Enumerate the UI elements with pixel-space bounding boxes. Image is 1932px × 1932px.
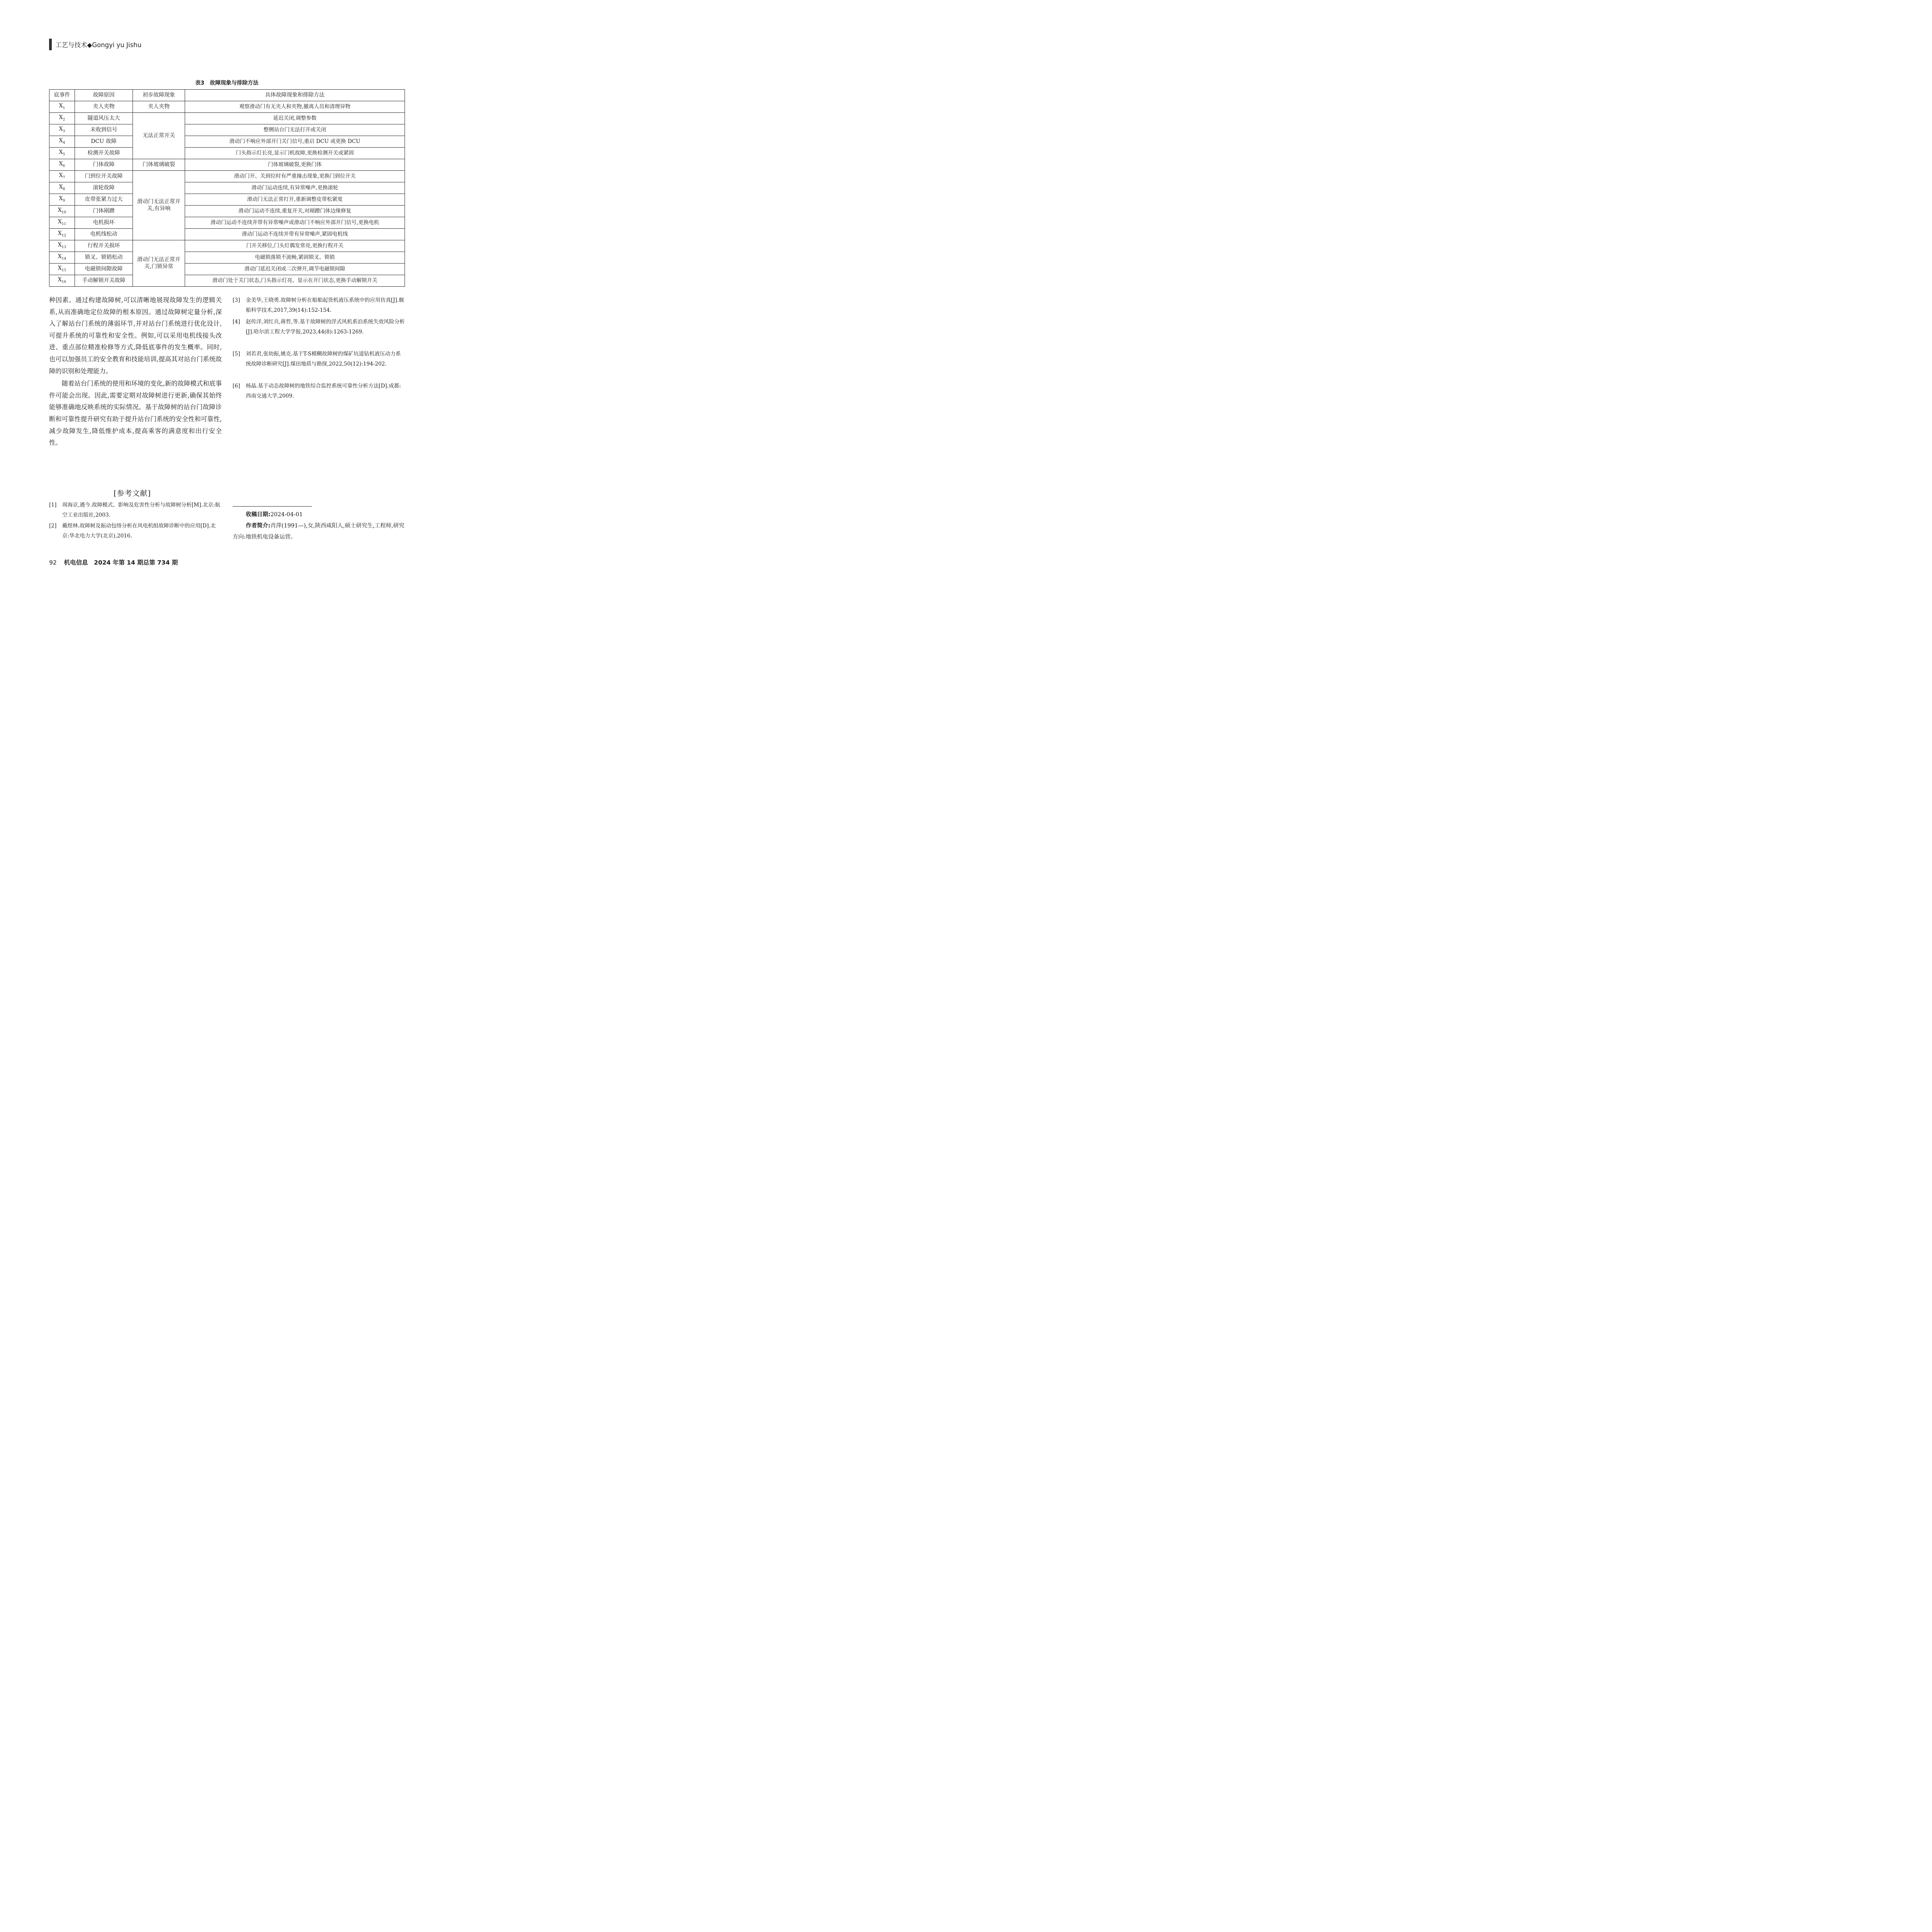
event-cell: $X_8$ [49,182,75,194]
event-cell: $X_{10}$ [49,206,75,217]
table-row [49,136,405,148]
table-row [49,159,405,171]
table-row [49,113,405,124]
event-cell: $X_{11}$ [49,217,75,229]
header-text: 工艺与技术◆Gongyi yu Jishu [55,41,142,49]
method-cell: 滑动门运动不连续并带有异常噪声或滑动门不响应外部开门信号,更换电机 [185,217,405,229]
method-cell: 门开关移位,门头灯偶发常亮,更换行程开关 [185,240,405,252]
table-row [49,101,405,113]
reference-item [233,295,405,315]
table-row [49,124,405,136]
event-cell: $X_{16}$ [49,275,75,287]
fault-table [49,89,405,287]
event-cell: $X_1$ [49,101,75,113]
page-number: 92 [49,559,57,566]
reference-item [233,381,405,401]
cause-cell: 夹人夹物 [75,101,133,113]
body-left-column [49,294,222,449]
method-cell: 延迟关闭,调整参数 [185,113,405,124]
author-bio [233,520,406,543]
phenomenon-cell: 无法正常开关 [133,113,185,159]
header-cell-cause: 故障原因 [75,90,133,101]
method-cell: 滑动门延迟关闭或二次弹开,调节电磁锁间隙 [185,264,405,275]
phenomenon-cell: 门体玻璃破裂 [133,159,185,171]
received-date [233,509,406,520]
cause-cell: DCU 故障 [75,136,133,148]
cause-cell: 门体剐蹭 [75,206,133,217]
header-bar [49,39,52,50]
event-cell: $X_5$ [49,148,75,159]
table-row [49,229,405,240]
method-cell: 电磁锁落锁不流畅,紧固锁叉、锁销 [185,252,405,264]
method-cell: 滑动门不响应外部开门关门信号,重启 DCU 或更换 DCU [185,136,405,148]
author-label: 作者简介: [246,523,270,529]
table-row [49,217,405,229]
method-cell: 滑动门开、关到位时有严重撞击现象,更换门到位开关 [185,171,405,182]
event-cell: $X_4$ [49,136,75,148]
event-cell: $X_7$ [49,171,75,182]
reference-item [49,521,222,541]
cause-cell: 手动解锁开关故障 [75,275,133,287]
cause-cell: 皮带张紧力过大 [75,194,133,206]
method-cell: 滑动门运动不连续,重复开关,对剐蹭门体边缘修复 [185,206,405,217]
cause-cell: 未收到信号 [75,124,133,136]
event-cell: $X_{15}$ [49,264,75,275]
cause-cell: 行程开关损坏 [75,240,133,252]
cause-cell: 检测开关故障 [75,148,133,159]
method-cell: 滑动门运动不连续并带有异常噪声,紧固电机线 [185,229,405,240]
event-cell: $X_{13}$ [49,240,75,252]
received-label: 收稿日期: [246,512,270,518]
table-row [49,240,405,252]
table-row [49,264,405,275]
table-row [49,148,405,159]
event-cell: $X_9$ [49,194,75,206]
header-cell-method: 具体故障现象和排除方法 [185,90,405,101]
table-row [49,194,405,206]
reference-number: [1] [49,502,57,508]
reference-text: 杨晶.基于动态故障树的地铁综合监控系统可靠性分析方法[D].成都:西南交通大学,2009. [246,383,401,399]
header-cell-phenomenon: 初步故障现象 [133,90,185,101]
table-header-row [49,90,405,101]
table-caption: 表3 故障现象与排除方法 [195,80,259,86]
body-paragraph-2: 随着站台门系统的使用和环境的变化,新的故障模式和底事件可能会出现。因此,需要定期对故障树进行更新,确保其始终能够准确地反映系统的实际情况。基于故障树的站台门故障诊断和可靠性提升研究有助于提升站台门系统的安全性和可靠性,减少故障发生,降低维护成本,提高乘客的满意度和出行安全性。 [49,380,222,447]
method-cell: 门体玻璃破裂,更换门体 [185,159,405,171]
table-row [49,275,405,287]
cause-cell: 隧道风压太大 [75,113,133,124]
cause-cell: 门到位开关故障 [75,171,133,182]
running-header [49,39,141,50]
reference-text: 刘若君,张幼振,姚克.基于T-S模糊故障树的煤矿坑道钻机液压动力系统故障诊断研究[J].煤田地质与勘探,2022,50(12):194-202. [246,351,401,367]
reference-text: 戴煜林.故障树及振动包络分析在风电机组故障诊断中的应用[D].北京:华北电力大学(北京),2016. [62,523,216,539]
reference-number: [6] [233,383,240,389]
reference-text: 赵传洋,刘红兵,蒋哲,等.基于故障树的浮式风机系泊系统失效风险分析[J].哈尔滨工程大学学报,2023,44(8):1263-1269. [246,319,405,335]
reference-text: 周海京,遇今.故障模式、影响及危害性分析与故障树分析[M].北京:航空工业出版社,2003. [62,502,221,518]
received-value: 2024-04-01 [270,512,303,518]
cause-cell: 锁叉、锁销松动 [75,252,133,264]
cause-cell: 门体故障 [75,159,133,171]
table-row [49,252,405,264]
reference-number: [3] [233,297,240,303]
cause-cell: 电机线松动 [75,229,133,240]
phenomenon-cell: 滑动门无法正常开关,门锁异常 [133,240,185,287]
reference-text: 金美华,王晓勇.故障树分析在船舶起货机液压系统中的应用仿真[J].舰船科学技术,2017,39(14):152-154. [246,297,404,313]
method-cell: 门头指示灯长亮,显示门机故障,更换检测开关或紧固 [185,148,405,159]
event-cell: $X_3$ [49,124,75,136]
event-cell: $X_{12}$ [49,229,75,240]
author-value: 肖萍(1991—),女,陕西咸阳人,硕士研究生,工程师,研究方向:地铁机电设备运营。 [233,523,405,540]
reference-number: [5] [233,351,240,357]
body-paragraph-1: 种因素。通过构建故障树,可以清晰地展现故障发生的逻辑关系,从而准确地定位故障的根本原因。通过故障树定量分析,深入了解站台门系统的薄弱环节,并对站台门系统进行优化设计,可提升系统的可靠性和安全性。例如,可以采用电机线接头改进、重点部位精准检修等方式,降低底事件的发生概率。同时,也可以加强员工的安全教育和技能培训,提高其对站台门系统故障的识别和处理能力。 [49,296,222,375]
phenomenon-cell: 滑动门无法正常开关,有异响 [133,171,185,240]
method-cell: 滑动门无法正常打开,重新调整皮带松紧度 [185,194,405,206]
event-cell: $X_{14}$ [49,252,75,264]
header-cell-event: 底事件 [49,90,75,101]
journal-info: 机电信息 2024 年第 14 期总第 734 期 [64,559,178,566]
reference-number: [2] [49,523,57,529]
method-cell: 滑动门处于关门状态,门头指示灯亮、显示在开门状态,更换手动解锁开关 [185,275,405,287]
phenomenon-cell: 夹人夹物 [133,101,185,113]
cause-cell: 滚轮故障 [75,182,133,194]
cause-cell: 电机损坏 [75,217,133,229]
reference-item [233,317,405,337]
event-cell: $X_2$ [49,113,75,124]
method-cell: 整侧站台门无法打开或关闭 [185,124,405,136]
reference-number: [4] [233,319,240,325]
method-cell: 观察滑动门有无夹人和夹物,撤离人员和清理异物 [185,101,405,113]
method-cell: 滑动门运动连续,有异常噪声,更换滚轮 [185,182,405,194]
reference-item [49,500,222,520]
page-footer [49,558,178,566]
table-row [49,206,405,217]
table-row [49,182,405,194]
table-row [49,171,405,182]
footnote-rule [233,506,312,507]
event-cell: $X_6$ [49,159,75,171]
cause-cell: 电磁锁间隙故障 [75,264,133,275]
references-title: [参考文献] [114,489,151,498]
reference-item [233,349,405,369]
